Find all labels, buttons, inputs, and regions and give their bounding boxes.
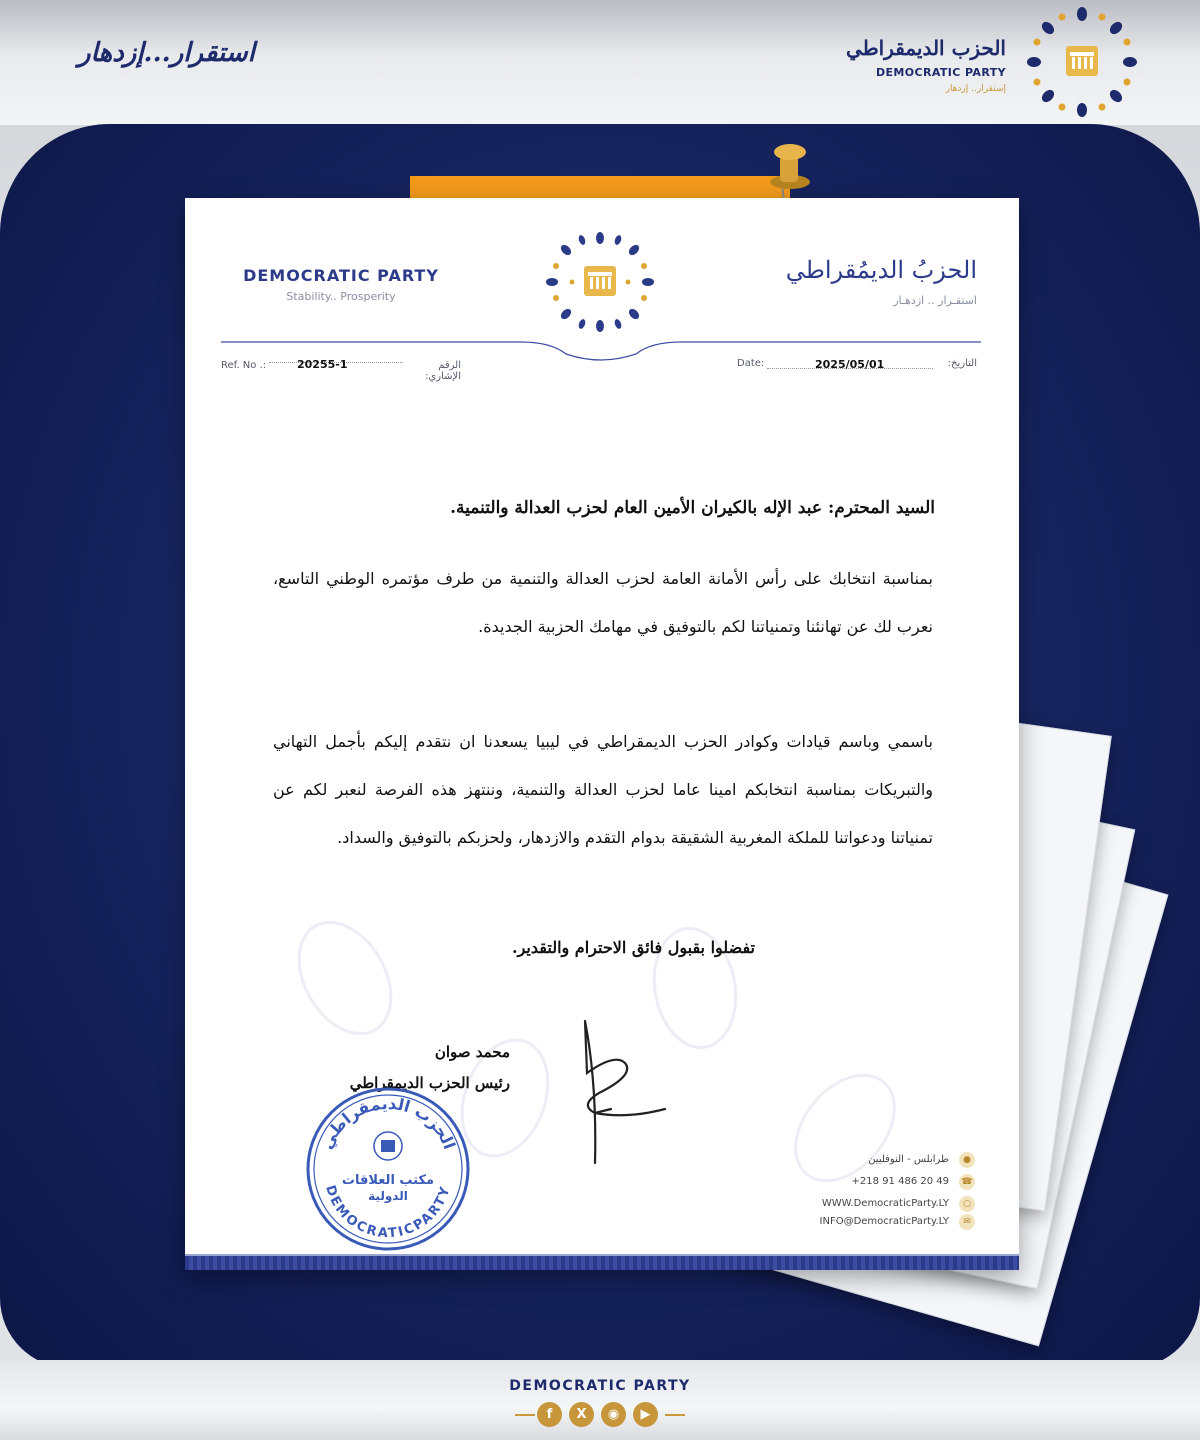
handwritten-signature [555, 1013, 695, 1173]
date-value: 2025/05/01 [815, 358, 885, 371]
header-party-name-en: DEMOCRATIC PARTY [875, 66, 1006, 79]
date-label-ar: التاريخ: [947, 358, 977, 369]
contact-website [785, 1196, 975, 1212]
letter-paragraph-1: بمناسبة انتخابك على رأس الأمانة العامة لحزب العدالة والتنمية من طرف مؤتمره الوطني التاسع، نعرب لك عن تهانئنا وتمنياتنا لكم بالتوفيق في مهامك الحزبية الجديدة. [273, 569, 933, 636]
letter-paragraph-2: باسمي وباسم قيادات وكوادر الحزب الديمقراطي في ليبيا يسعدنا ان نتقدم إليكم بأجمل التهاني والتبريكات بمناسبة انتخابكم امينا عاما لحزب العدالة والتنمية، وننتهز هذه الفرصة لنعبر لكم عن تمنياتنا ودعواتنا للملكة المغربية الشقيقة بدوام التقدم والازدهار، ولحزبكم بالتوفيق والسداد. [273, 732, 933, 847]
location-pin-icon: ● [959, 1152, 975, 1168]
orange-tab [410, 176, 790, 200]
official-stamp [303, 1084, 473, 1254]
contact-email-text: INFO@DemocraticParty.LY [819, 1216, 949, 1227]
stamp-office-line-1: مكتب العلاقات [341, 1173, 435, 1188]
letter-footer-bar [185, 1256, 1019, 1270]
letterhead-name-en: DEMOCRATIC PARTY [243, 266, 439, 285]
date-row [737, 358, 977, 374]
stamp-top-text: الحزب الديمقراطي [316, 1093, 460, 1152]
social-divider-left [515, 1414, 535, 1416]
header-party-slogan-ar: إستقرار.. إزدهار [945, 84, 1006, 94]
letterhead-name-ar: الحزبُ الديمُقراطي [785, 256, 977, 284]
letterhead-slogan-en: Stability.. Prosperity [286, 290, 396, 303]
contact-address-text: طرابلس - النوفليين [868, 1154, 949, 1165]
x-icon[interactable]: X [569, 1402, 594, 1427]
date-label-en: Date: [737, 358, 765, 369]
letter-salutation: السيد المحترم: عبد الإله بالكيران الأمين العام لحزب العدالة والتنمية. [450, 498, 935, 518]
header-brand [846, 6, 1138, 118]
youtube-icon[interactable]: ▶ [633, 1402, 658, 1427]
party-emblem-icon [1026, 6, 1138, 118]
contact-email [785, 1214, 975, 1230]
signer-name: محمد صوان [434, 1043, 510, 1061]
facebook-icon[interactable]: f [537, 1402, 562, 1427]
contact-website-text: WWW.DemocraticParty.LY [821, 1198, 949, 1209]
contact-phone [785, 1174, 975, 1190]
letterhead-slogan-ar: استقـرار .. ازدهـار [893, 294, 977, 307]
signer-title: رئيس الحزب الديمقراطي [349, 1074, 510, 1092]
ref-label-en: Ref. No .: [221, 360, 267, 371]
header-party-name-ar: الحزب الديمقراطي [846, 36, 1006, 60]
ref-label-ar: الرقم الإشاري: [425, 360, 461, 382]
contact-address [785, 1152, 975, 1168]
social-divider-right [665, 1414, 685, 1416]
phone-icon: ☎ [959, 1174, 975, 1190]
stamp-bottom-text: DEMOCRATICPARTY [322, 1183, 454, 1242]
letterhead-emblem-icon [542, 232, 658, 332]
ref-value: 20255-1 [297, 358, 348, 371]
email-icon: ✉ [959, 1214, 975, 1230]
globe-icon: ○ [959, 1196, 975, 1212]
contact-phone-text: +218 91 486 20 49 [851, 1176, 949, 1187]
footer-party-name: DEMOCRATIC PARTY [509, 1378, 691, 1394]
stamp-office-line-2: الدولية [368, 1189, 408, 1203]
footer-band [0, 1360, 1200, 1440]
social-links [515, 1402, 685, 1428]
header-slogan: استقرار...إزدهار [78, 38, 255, 68]
instagram-icon[interactable]: ◉ [601, 1402, 626, 1427]
letter-closing: تفضلوا بقبول فائق الاحترام والتقدير. [512, 938, 755, 957]
reference-number-row [221, 358, 461, 382]
letter-paper [185, 198, 1019, 1270]
